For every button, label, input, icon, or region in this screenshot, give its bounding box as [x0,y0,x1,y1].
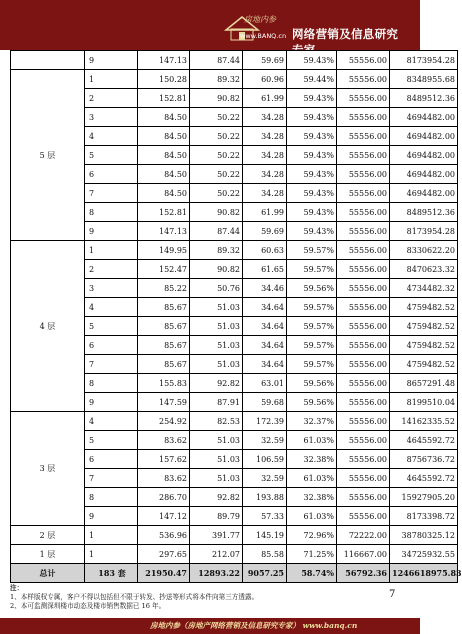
table-cell: 116667.00 [337,545,390,564]
table-cell: 145.19 [243,526,287,545]
table-body [11,51,462,583]
table-cell: 8348955.68 [390,70,458,89]
page-footer [0,618,420,634]
table-cell: 147.13 [138,222,190,241]
table-cell: 4645592.72 [390,431,458,450]
table-cell: 55556.00 [337,355,390,374]
table-cell: 59.56% [287,374,337,393]
unit-number: 7 [85,184,138,203]
table-cell: 92.82 [190,488,243,507]
table-cell: 55556.00 [337,51,390,70]
table-cell: 149.95 [138,241,190,260]
note-line-2: 2、本可监测深圳楼市动态及楼市销售数据已 16 年。 [10,602,166,610]
table-cell: 85.58 [243,545,287,564]
table-cell: 32.38% [287,450,337,469]
total-cell: 12893.22 [190,564,243,583]
table-cell: 32.59 [243,431,287,450]
table-cell: 8756736.72 [390,450,458,469]
table-cell: 61.99 [243,203,287,222]
table-cell: 50.22 [190,146,243,165]
table-cell: 34.64 [243,355,287,374]
table-cell: 152.81 [138,203,190,222]
table-cell: 4694482.00 [390,146,458,165]
table-cell: 55556.00 [337,469,390,488]
unit-number: 9 [85,222,138,241]
unit-number: 3 [85,279,138,298]
table-cell: 87.44 [190,222,243,241]
table-cell: 59.57% [287,298,337,317]
table-cell: 55556.00 [337,431,390,450]
table-cell: 83.62 [138,469,190,488]
total-cell: 21950.47 [138,564,190,583]
table-cell: 50.22 [190,127,243,146]
table-cell: 55556.00 [337,89,390,108]
table-cell: 55556.00 [337,260,390,279]
table-cell: 59.43% [287,108,337,127]
table-row [11,241,458,260]
table-cell: 32.59 [243,469,287,488]
table-cell: 84.50 [138,184,190,203]
table-cell: 32.38% [287,488,337,507]
table-cell: 15927905.20 [390,488,458,507]
table-cell: 71.25% [287,545,337,564]
table-cell: 85.67 [138,298,190,317]
unit-number: 9 [85,51,138,70]
table-cell: 55556.00 [337,507,390,526]
table-cell: 59.57% [287,355,337,374]
table-cell: 90.82 [190,203,243,222]
table-cell: 8470623.32 [390,260,458,279]
table-cell: 4694482.00 [390,108,458,127]
table-cell: 59.57% [287,260,337,279]
unit-number: 9 [85,393,138,412]
table-cell: 4759482.52 [390,298,458,317]
footnotes [10,584,370,611]
table-cell: 59.69 [243,51,287,70]
unit-number: 1 [85,70,138,89]
total-cell: 58.74% [287,564,337,583]
table-cell: 61.99 [243,89,287,108]
table-cell: 212.07 [190,545,243,564]
table-cell: 59.69 [243,222,287,241]
table-cell: 55556.00 [337,241,390,260]
floor-label: 5 层 [11,70,85,241]
table-cell: 59.57% [287,241,337,260]
table-cell: 150.28 [138,70,190,89]
table-cell: 61.03% [287,431,337,450]
table-cell: 55556.00 [337,393,390,412]
table-cell: 59.43% [287,127,337,146]
table-cell: 8199510.04 [390,393,458,412]
table-cell: 55556.00 [337,488,390,507]
unit-number: 6 [85,450,138,469]
unit-number: 1 [85,545,138,564]
table-cell: 8330622.20 [390,241,458,260]
table-cell: 87.91 [190,393,243,412]
notes-title: 注： [10,584,24,592]
unit-number: 4 [85,127,138,146]
table-cell: 59.57% [287,317,337,336]
table-cell: 34725932.55 [390,545,458,564]
page-number: 7 [389,589,396,600]
total-row [11,564,458,583]
table-cell: 51.03 [190,336,243,355]
table-cell: 59.43% [287,222,337,241]
table-cell: 85.67 [138,336,190,355]
table-cell: 89.32 [190,70,243,89]
table-cell: 72222.00 [337,526,390,545]
table-cell: 157.62 [138,450,190,469]
unit-number: 6 [85,165,138,184]
table-cell: 34.46 [243,279,287,298]
table-cell: 87.44 [190,51,243,70]
table-row [11,412,458,431]
table-cell: 155.83 [138,374,190,393]
table-cell: 106.59 [243,450,287,469]
table-cell: 34.28 [243,165,287,184]
logo-tagline: 网络营销及信息研究专家 [292,27,399,57]
brand-logo [222,10,406,57]
unit-number: 5 [85,146,138,165]
table-cell: 152.47 [138,260,190,279]
table-cell: 59.44% [287,70,337,89]
total-cell: 1246618975.83 [390,564,458,583]
table-cell: 4694482.00 [390,184,458,203]
table-cell: 51.03 [190,469,243,488]
table-row [11,545,458,564]
table-cell: 57.33 [243,507,287,526]
table-cell: 147.59 [138,393,190,412]
table-cell: 51.03 [190,298,243,317]
unit-number: 8 [85,374,138,393]
table-cell: 286.70 [138,488,190,507]
table-cell: 59.68 [243,393,287,412]
floor-label: 1 层 [11,545,85,564]
table-cell: 85.67 [138,317,190,336]
unit-number: 1 [85,526,138,545]
table-cell: 34.28 [243,108,287,127]
footer-text: 房地内参（房地产网络营销及信息研究专家） www.banq.cn [150,621,358,630]
table-cell: 193.88 [243,488,287,507]
table-cell: 90.82 [190,260,243,279]
table-cell: 297.65 [138,545,190,564]
unit-number: 8 [85,203,138,222]
table-cell: 61.03% [287,469,337,488]
unit-number: 8 [85,488,138,507]
table-cell: 55556.00 [337,279,390,298]
table-cell: 50.22 [190,165,243,184]
table-cell: 59.56% [287,393,337,412]
logo-top-text: 房地内参 [244,15,276,24]
table-cell: 59.43% [287,89,337,108]
table-cell: 55556.00 [337,108,390,127]
table-cell: 60.96 [243,70,287,89]
note-line-1: 1、本样版权专属，客户不得以包括但不限于转发、抄送等形式将本件向第三方透露。 [10,593,259,601]
table-cell: 61.03% [287,507,337,526]
sales-table [10,50,462,583]
unit-number: 5 [85,431,138,450]
table-cell: 55556.00 [337,127,390,146]
unit-number: 7 [85,469,138,488]
table-cell: 59.43% [287,203,337,222]
table-cell: 90.82 [190,89,243,108]
logo-url: www.BANQ.cn [240,32,287,40]
table-cell: 51.03 [190,355,243,374]
table-cell: 55556.00 [337,203,390,222]
table-cell: 55556.00 [337,165,390,184]
table-cell: 14162335.52 [390,412,458,431]
table-cell: 50.22 [190,108,243,127]
table-cell: 55556.00 [337,184,390,203]
total-label: 总计 [11,564,85,583]
floor-label: 3 层 [11,412,85,526]
table-cell: 55556.00 [337,412,390,431]
table-cell: 63.01 [243,374,287,393]
table-cell: 55556.00 [337,374,390,393]
table-cell: 8489512.36 [390,89,458,108]
table-cell: 92.82 [190,374,243,393]
unit-number: 3 [85,108,138,127]
table-cell: 38780325.12 [390,526,458,545]
table-cell: 8489512.36 [390,203,458,222]
table-cell: 55556.00 [337,317,390,336]
unit-number: 9 [85,507,138,526]
table-cell: 83.62 [138,431,190,450]
table-cell: 51.03 [190,317,243,336]
table-cell: 391.77 [190,526,243,545]
table-cell: 55556.00 [337,450,390,469]
table-cell: 89.32 [190,241,243,260]
table-cell: 147.13 [138,51,190,70]
table-cell: 34.64 [243,336,287,355]
table-cell: 59.43% [287,184,337,203]
table-cell: 72.96% [287,526,337,545]
table-cell: 4694482.00 [390,165,458,184]
table-row [11,526,458,545]
table-cell: 55556.00 [337,298,390,317]
table-cell: 55556.00 [337,336,390,355]
table-cell: 84.50 [138,127,190,146]
unit-number: 2 [85,260,138,279]
total-cell: 183 套 [85,564,138,583]
table-cell: 4759482.52 [390,336,458,355]
table-cell: 8657291.48 [390,374,458,393]
table-cell: 82.53 [190,412,243,431]
total-cell: 9057.25 [243,564,287,583]
table-cell: 34.64 [243,317,287,336]
table-cell: 59.43% [287,165,337,184]
table-cell: 51.03 [190,450,243,469]
table-cell: 34.64 [243,298,287,317]
table-cell: 60.63 [243,241,287,260]
table-cell: 34.28 [243,184,287,203]
floor-label [11,51,85,70]
table-cell: 85.67 [138,355,190,374]
table-cell: 4759482.52 [390,355,458,374]
table-cell: 34.28 [243,127,287,146]
unit-number: 2 [85,89,138,108]
table-cell: 85.22 [138,279,190,298]
unit-number: 4 [85,298,138,317]
table-row [11,70,458,89]
table-cell: 59.43% [287,146,337,165]
table-cell: 147.12 [138,507,190,526]
table-cell: 172.39 [243,412,287,431]
table-cell: 89.79 [190,507,243,526]
table-cell: 4759482.52 [390,317,458,336]
table-cell: 4694482.00 [390,127,458,146]
table-cell: 254.92 [138,412,190,431]
table-cell: 55556.00 [337,70,390,89]
table-row [11,51,458,70]
table-cell: 4645592.72 [390,469,458,488]
table-cell: 84.50 [138,165,190,184]
unit-number: 6 [85,336,138,355]
floor-label: 2 层 [11,526,85,545]
unit-number: 1 [85,241,138,260]
table-cell: 8173954.28 [390,222,458,241]
table-cell: 536.96 [138,526,190,545]
total-cell: 56792.36 [337,564,390,583]
table-cell: 4734482.32 [390,279,458,298]
floor-label: 4 层 [11,241,85,412]
table-cell: 59.43% [287,51,337,70]
table-cell: 55556.00 [337,146,390,165]
table-cell: 50.22 [190,184,243,203]
table-cell: 32.37% [287,412,337,431]
table-cell: 8173398.72 [390,507,458,526]
table-cell: 84.50 [138,146,190,165]
unit-number: 5 [85,317,138,336]
table-cell: 59.57% [287,336,337,355]
table-cell: 59.56% [287,279,337,298]
table-cell: 55556.00 [337,222,390,241]
table-cell: 84.50 [138,108,190,127]
table-cell: 34.28 [243,146,287,165]
table-cell: 8173954.28 [390,51,458,70]
table-cell: 61.65 [243,260,287,279]
unit-number: 4 [85,412,138,431]
table-cell: 50.76 [190,279,243,298]
table-cell: 152.81 [138,89,190,108]
unit-number: 7 [85,355,138,374]
table-cell: 51.03 [190,431,243,450]
